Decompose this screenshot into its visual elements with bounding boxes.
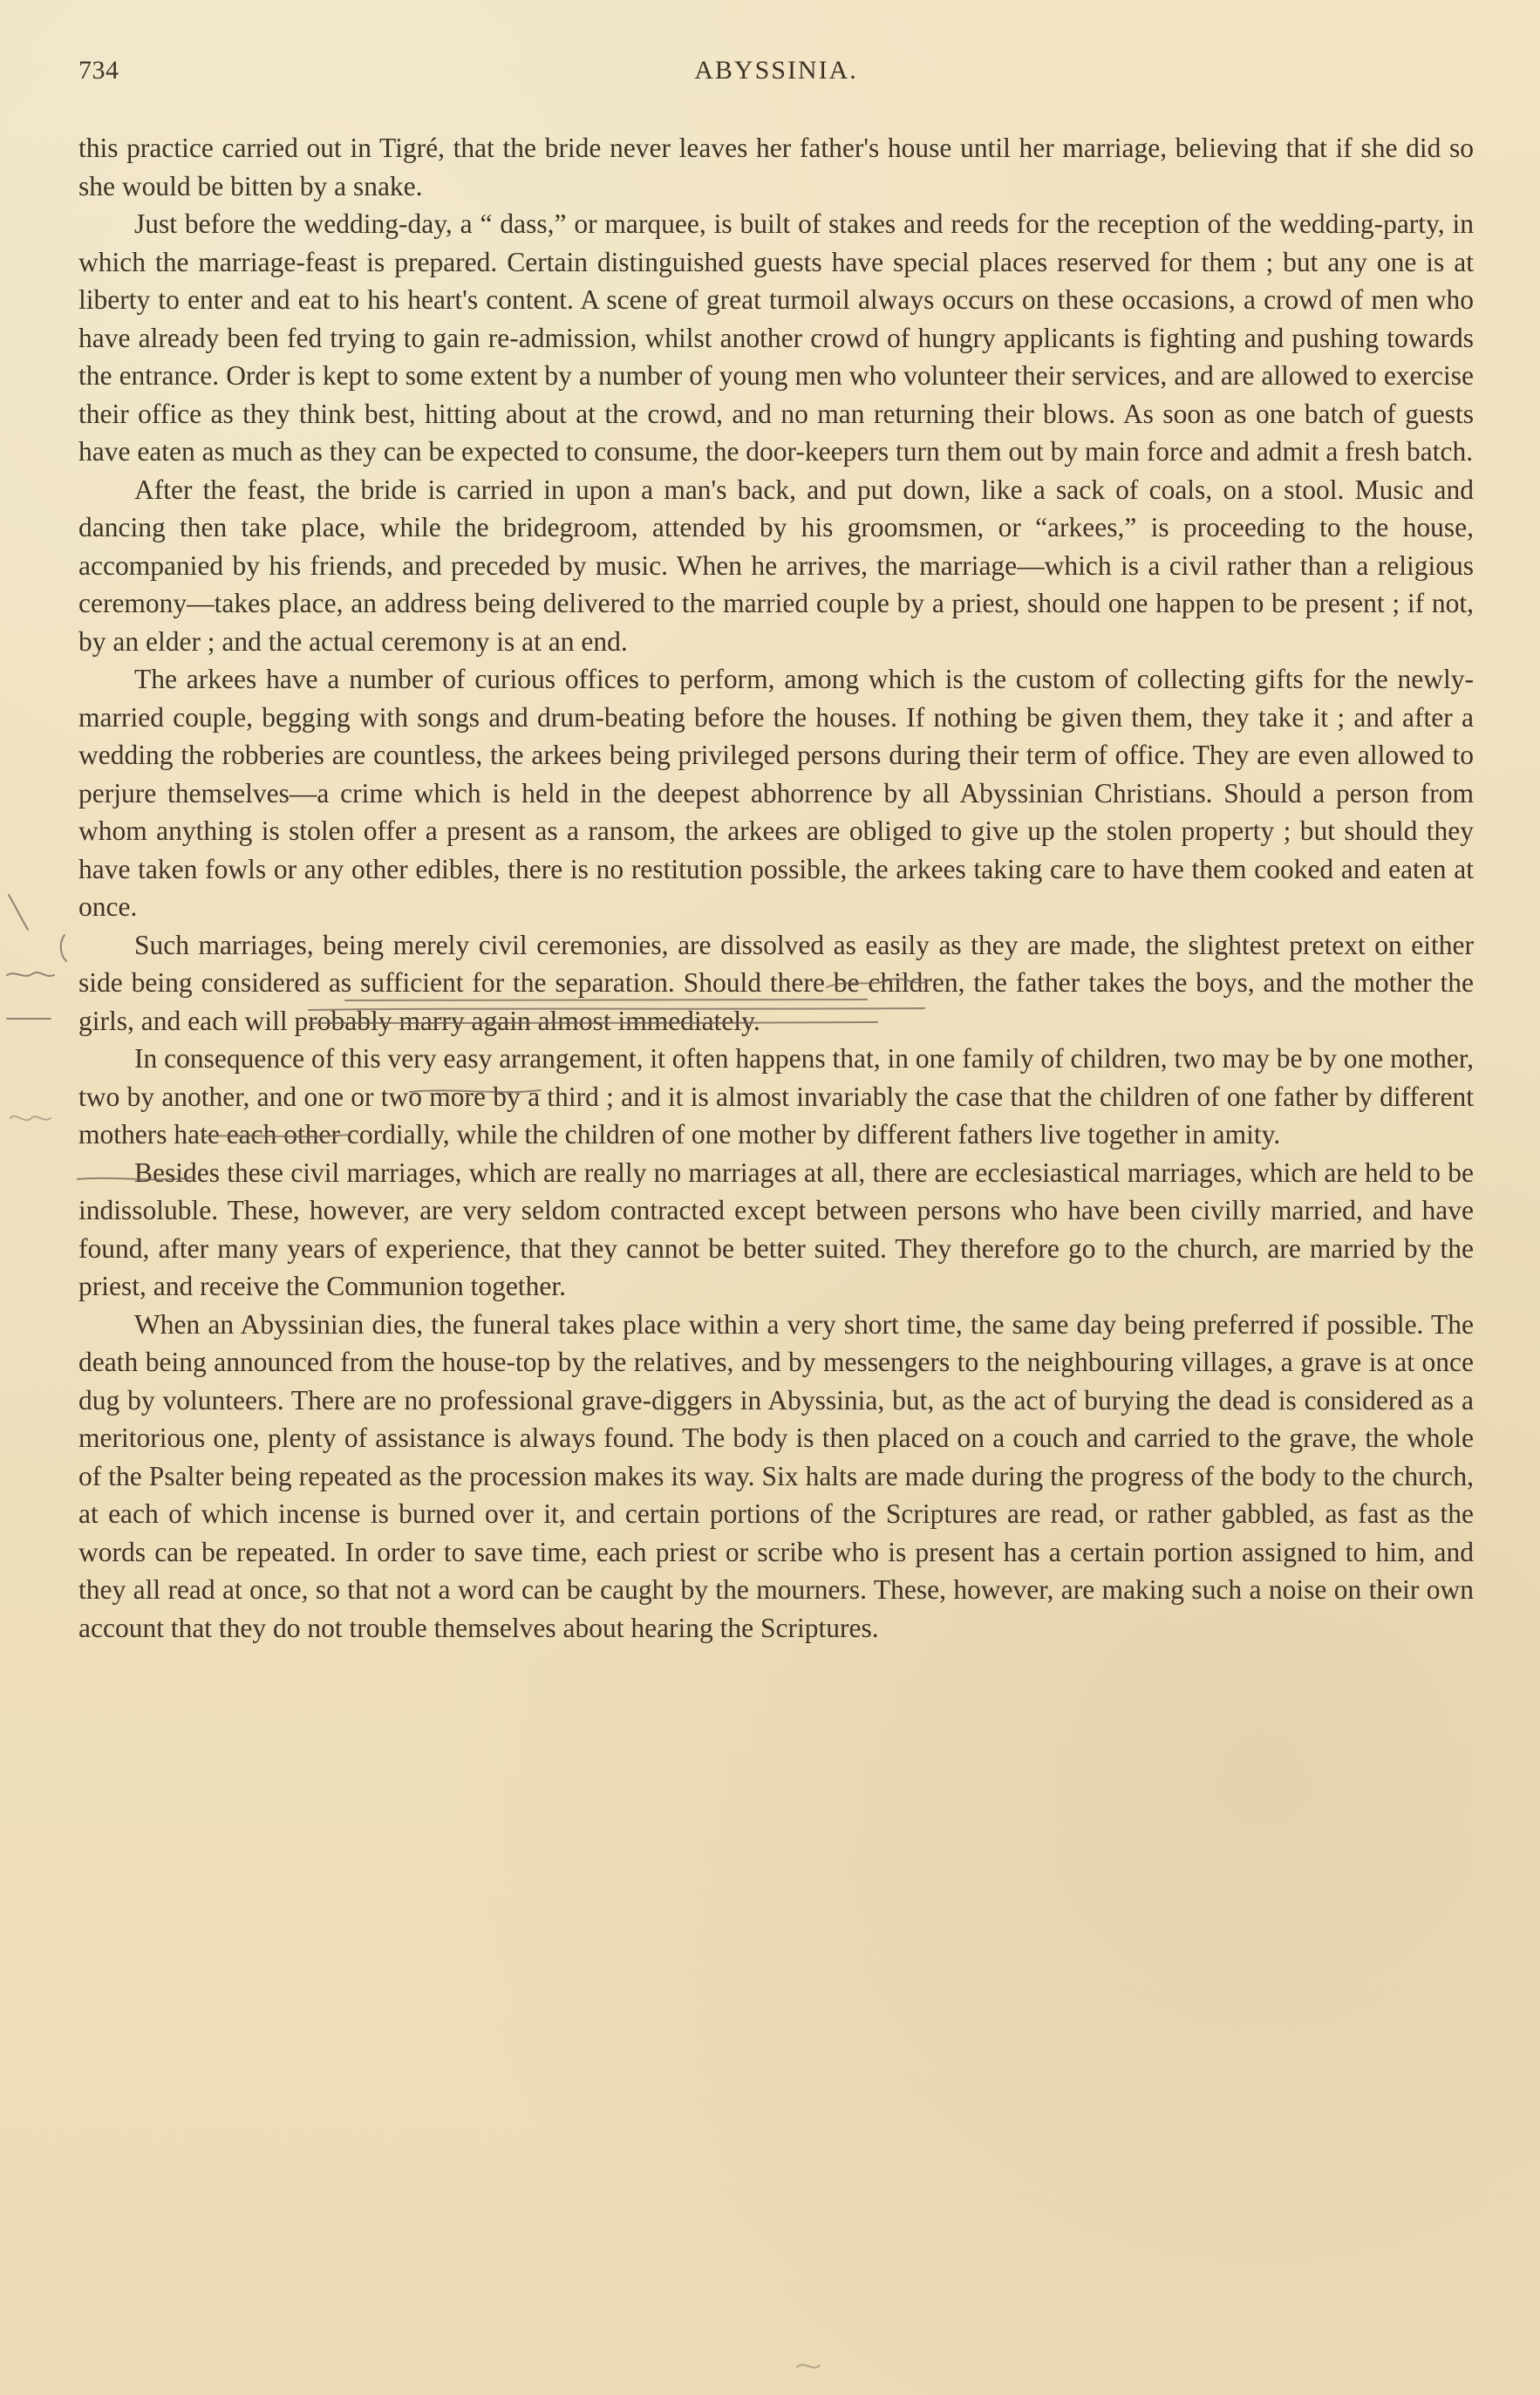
paragraph-2: Just before the wedding-day, a “ dass,” or marquee, is built of stakes and reeds for the reception of the wedding-party, in which the marriage-feast is prepared. Certain distinguished guests have special places reserved for them ; but any one is at liberty to enter and eat to his heart's content. A scene of great turmoil always occurs on these occasions, a crowd of men who have already been fed trying to gain re-admission, whilst another crowd of hungry applicants is fighting and pushing towards the entrance. Order is kept to some extent by a number of young men who volunteer their services, and are allowed to exercise their office as they think best, hitting about at the crowd, and no man returning their blows. As soon as one batch of guests have eaten as much as they can be expected to consume, the door-keepers turn them out by main force and admit a fresh batch. (78, 208, 1474, 467)
margin-mark-5 (10, 1116, 51, 1121)
margin-mark-1 (9, 895, 28, 930)
page-number: 734 (78, 56, 119, 85)
paragraph-7: Besides these civil marriages, which are really no marriages at all, there are ecclesiastical marriages, which are held to be indissoluble. These, however, are very seldom contracted except between persons who have been civilly married, and have found, after many years of experience, that they cannot be better suited. They therefore go to the church, are married by the priest, and receive the Communion together. (78, 1157, 1474, 1301)
margin-mark-2 (61, 935, 66, 961)
paragraph-3: After the feast, the bride is carried in upon a man's back, and put down, like a sack of coals, on a stool. Music and dancing then take place, while the bridegroom, attended by his groomsmen, or “arkees,” is proceeding to the house, accompanied by his friends, and preceded by music. When he arrives, the marriage—which is a civil rather than a religious ceremony—takes place, an address being delivered to the married couple by a priest, should one happen to be present ; if not, by an elder ; and the actual ceremony is at an end. (78, 474, 1474, 657)
margin-mark-3 (7, 972, 54, 976)
running-head: ABYSSINIA. (694, 56, 858, 85)
article-body (78, 129, 1474, 1647)
paragraph-4: The arkees have a number of curious offices to perform, among which is the custom of collecting gifts for the newly-married couple, begging with songs and drum-beating before the houses. If nothing be given them, they take it ; and after a wedding the robberies are countless, the arkees being privileged persons during their term of office. They are even allowed to perjure themselves—a crime which is held in the deepest abhorrence by all Abyssinian Christians. Should a person from whom anything is stolen offer a present as a ransom, the arkees are obliged to give up the stolen property ; but should they have taken fowls or any other edibles, there is no restitution possible, the arkees taking care to have them cooked and eaten at once. (78, 664, 1474, 922)
paragraph-1: this practice carried out in Tigré, that the bride never leaves her father's house until her marriage, believing that if she did so she would be bitten by a snake. (78, 133, 1474, 201)
paragraph-5: Such marriages, being merely civil ceremonies, are dissolved as easily as they are made, the slightest pretext on either side being considered as sufficient for the separation. Should there be children, the father takes the boys, and the mother the girls, and each will probably marry again almost immediately. (78, 929, 1474, 1036)
page-header (78, 58, 1474, 99)
paragraph-6: In consequence of this very easy arrangement, it often happens that, in one family of children, two may be by one mother, two by another, and one or two more by a third ; and it is almost invariably the case that the children of one father by different mothers hate each other cordially, while the children of one mother by different fathers live together in amity. (78, 1043, 1474, 1150)
paragraph-8: When an Abyssinian dies, the funeral takes place within a very short time, the same day being preferred if possible. The death being announced from the house-top by the relatives, and by messengers to the neighbouring villages, a grave is at once dug by volunteers. There are no professional grave-diggers in Abyssinia, but, as the act of burying the dead is considered as a meritorious one, plenty of assistance is always found. The body is then placed on a couch and carried to the grave, the whole of the Psalter being repeated as the procession makes its way. Six halts are made during the progress of the body to the church, at each of which incense is burned over it, and certain portions of the Scriptures are read, or rather gabbled, as fast as the words can be repeated. In order to save time, each priest or scribe who is present has a certain portion assigned to him, and they all read at once, so that not a word can be caught by the mourners. These, however, are making such a noise on their own account that they do not trouble themselves about hearing the Scriptures. (78, 1308, 1474, 1643)
bottom-smudge (797, 2364, 820, 2367)
